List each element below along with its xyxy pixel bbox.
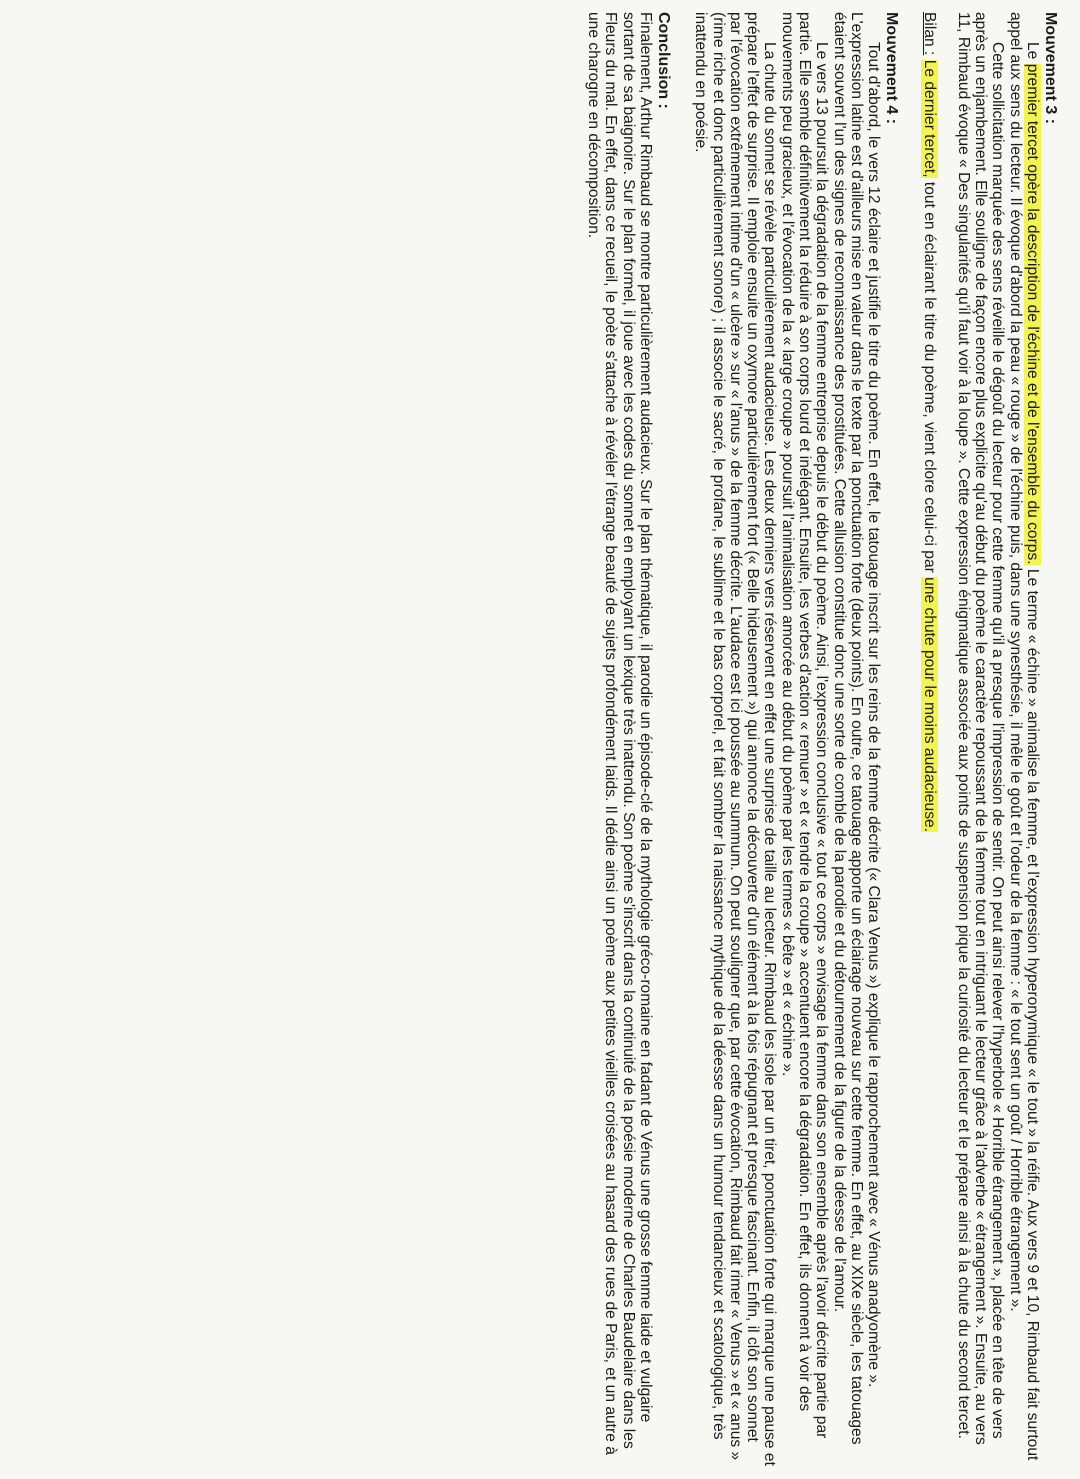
- highlight-dernier-tercet: Le dernier tercet,: [920, 59, 938, 178]
- mouvement-3-paragraph-2: Cette sollicitation marquée des sens réveille le dégoût du lecteur pour cette femme qu'il a presque l'impression de sentir. On peut ainsi relever l'hyperbole « Horrible étrangement », placée en tête de vers après un enjambement. Elle souligne de façon encore plus explicite qu'au début du poème le caractère repoussant de la femme tout en intriguant le lecteur grâce à l'adverbe « étrangement ». Ensuite, au vers 11, Rimbaud évoque « Des singularités qu'il faut voir à la loupe ». Cette expression énigmatique associée aux points de suspension pique la curiosité du lecteur et le prépare ainsi à la chute du second tercet.: [954, 12, 1007, 1445]
- highlight-premier-tercet: premier tercet opère la description de l'échine et de l'ensemble du corps.: [1024, 63, 1041, 565]
- mouvement-3-p1-rest: Le terme « échine » animalise la femme, et l'expression hyperonymique « le tout » la réifie. Aux vers 9 et 10, Rimbaud fait surtout appel aux sens du lecteur. Il évoque d'abord la peau « rouge » de l'échine puis, dans une synesthésie, il mêle le goût et l'odeur de la femme : « le tout sent un goût / Horrible étrangement ».: [1006, 12, 1041, 1461]
- document-page: [20, 12, 1060, 1467]
- heading-conclusion: Conclusion :: [654, 12, 672, 109]
- heading-mouvement-4: Mouvement 4 :: [883, 12, 901, 125]
- section-mouvement-4: [692, 12, 901, 1467]
- mouvement-4-paragraph-2: Le vers 13 poursuit la dégradation de la femme entreprise depuis le début du poème. Ainsi, l'expression conclusive « tout ce corps » envisage la femme dans son ensemble après l'avoir décrite partie par partie. Elle semble définitivement la réduire à son corps lourd et inélégant. Ensuite, les verbes d'action « remuer » et « tendre la croupe » accentuent encore la dégradation. En effet, ils donnent à voir des mouvements peu gracieux, et l'évocation de la « large croupe » poursuit l'animalisation amorcée au début du poème par les termes « bête » et « échine ».: [778, 12, 831, 1439]
- bilan-label: Bilan :: [920, 12, 938, 56]
- conclusion-paragraph: Finalement, Arthur Rimbaud se montre particulièrement audacieux. Sur le plan thématique, il parodie un épisode-clé de la mythologie gréco-romaine en fadant de Vénus une grosse femme laide et vulgaire sortant de sa baignoire. Sur le plan formel, il joue avec les codes du sonnet en employant un lexique très inattendu. Son poème s'inscrit dans la continuité de la poésie moderne de Charles Baudelaire dans les Fleurs du mal. En effet, dans ce recueil, le poète s'attache à révéler l'étrange beauté de sujets profondément laids. Il dédie ainsi un poème aux petites vieilles croisées au hasard des rues de Paris, et un autre à une charogne en décomposition.: [585, 12, 654, 1455]
- heading-mouvement-3: Mouvement 3 :: [1042, 12, 1059, 125]
- bilan-line: [920, 12, 937, 1467]
- section-conclusion: [585, 12, 673, 1467]
- bilan-text: tout en éclairant le titre du poème, vient clore celui-ci par: [920, 177, 938, 578]
- mouvement-4-paragraph-1: Tout d'abord, le vers 12 éclaire et justifie le titre du poème. En effet, le tatouage inscrit sur les reins de la femme décrite (« Clara Venus ») explique le rapprochement avec « Vénus anadyomène ». L'expression latine est d'ailleurs mise en valeur dans le texte par la ponctuation forte (deux points). En outre, ce tatouage apporte un éclairage nouveau sur cette femme. En effet, au XIXe siècle, les tatouages étaient souvent l'un des signes de reconnaissance des prostituées. Cette allusion constitue donc une sorte de comble de la parodie et du détournement de la figure de la déesse de l'amour.: [830, 12, 883, 1445]
- highlight-chute: une chute pour le moins audacieuse.: [920, 577, 938, 833]
- mouvement-3-paragraph-1: [1006, 12, 1041, 1467]
- section-mouvement-3: [955, 12, 1060, 1467]
- mouvement-3-p1-start: Le: [1024, 42, 1041, 64]
- mouvement-4-paragraph-3: La chute du sonnet se révèle particulièrement audacieuse. Les deux derniers vers réservent en effet une surprise de taille au lecteur. Rimbaud les isole par un tiret, ponctuation forte qui marque une pause et prépare l'effet de surprise. Il emploie ensuite un oxymore particulièrement fort (« Belle hideusement ») qui annonce la découverte d'un élément à la fois répugnant et presque fascinant. Enfin, il clôt son sonnet par l'évocation extrêmement intime d'un « ulcère » sur « l'anus » de la femme décrite. L'audace est ici poussée au summum. On peut souligner que, par cette évocation, Rimbaud fait rimer « Venus » et « anus » (rime riche et donc particulièrement sonore) ; il associe le sacré, le profane, le sublime et le bas corporel, et fait sombrer la naissance mythique de la déesse dans un humour tendancieux et scatologique, très inattendu en poésie.: [692, 12, 779, 1466]
